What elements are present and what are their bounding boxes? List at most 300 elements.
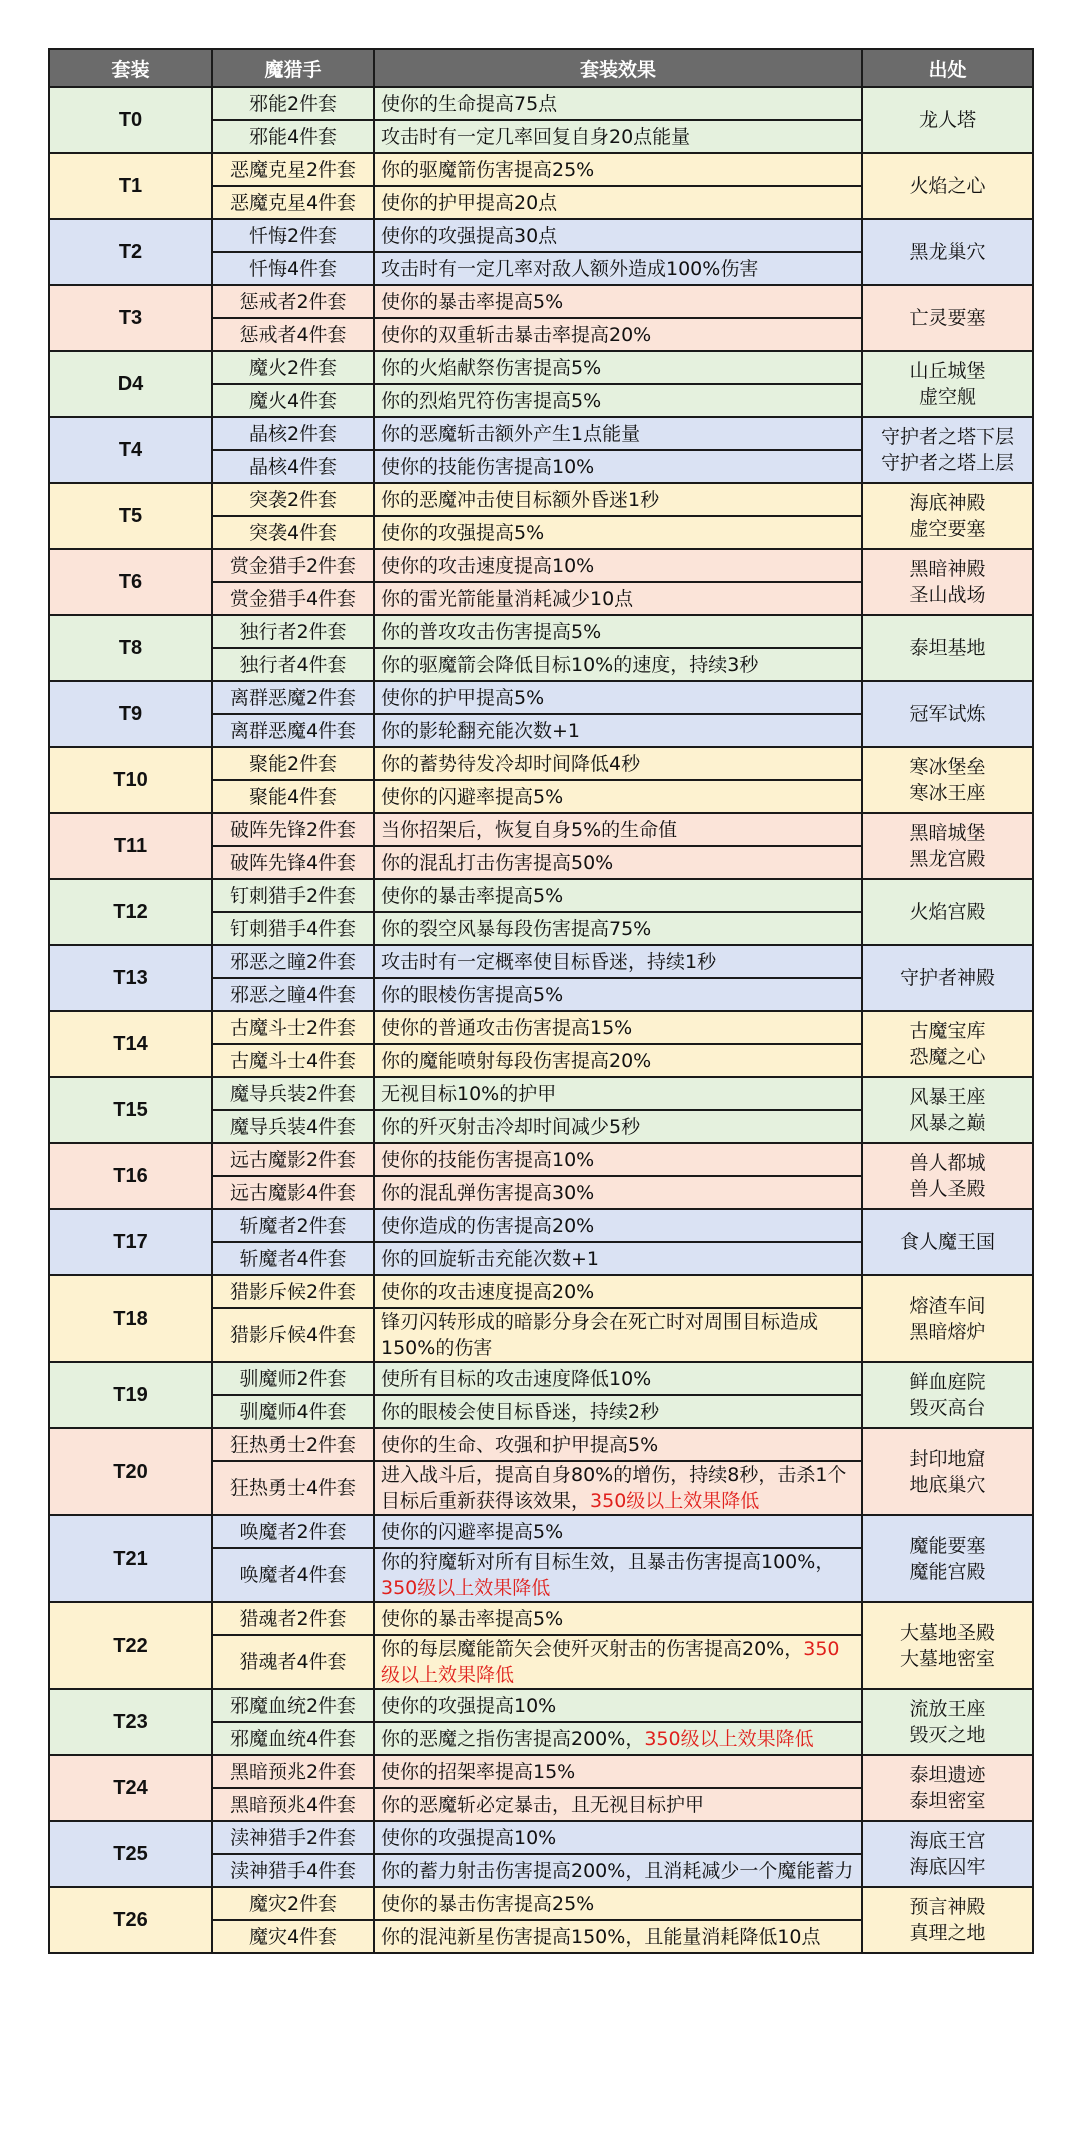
- table-row: [49, 153, 1033, 186]
- effect-text: 你的歼灭射击冷却时间减少5秒: [381, 1115, 641, 1138]
- piece-effect: [374, 1755, 862, 1788]
- piece-effect: [374, 252, 862, 285]
- effect-text: 使你的攻强提高10%: [381, 1694, 557, 1717]
- piece-effect: [374, 879, 862, 912]
- source-location: 寒冰王座: [909, 782, 986, 804]
- effect-text: 锋刃闪转形成的暗影分身会在死亡时对周围目标造成150%的伤害: [381, 1311, 819, 1359]
- source-location: 熔渣车间: [909, 1294, 986, 1317]
- source-location: 冠军试炼: [909, 703, 986, 725]
- set-source: [862, 417, 1033, 483]
- piece-effect: [374, 450, 862, 483]
- set-source: [862, 351, 1033, 417]
- source-location: 预言神殿: [909, 1896, 986, 1918]
- set-tier: T17: [49, 1209, 212, 1275]
- source-location: 流放王座: [909, 1698, 986, 1720]
- piece-effect: [374, 1461, 862, 1515]
- set-source: [862, 1821, 1033, 1887]
- effect-text: 使你的招架率提高15%: [381, 1760, 576, 1783]
- piece-name: 猎魂者2件套: [212, 1602, 374, 1635]
- source-location: 守护者之塔上层: [880, 452, 1014, 474]
- set-source: [862, 549, 1033, 615]
- source-location: 黑暗神殿: [909, 558, 986, 580]
- source-location: 虚空舰: [918, 386, 976, 408]
- piece-effect: [374, 648, 862, 681]
- piece-name: 钉刺猎手4件套: [212, 912, 374, 945]
- piece-name: 斩魔者2件套: [212, 1209, 374, 1242]
- piece-effect: [374, 351, 862, 384]
- table-row: [49, 945, 1033, 978]
- piece-name: 邪能4件套: [212, 120, 374, 153]
- piece-effect: [374, 417, 862, 450]
- effect-text: 使你造成的伤害提高20%: [381, 1214, 595, 1237]
- piece-effect: [374, 1362, 862, 1395]
- piece-name: 聚能4件套: [212, 780, 374, 813]
- header-row: [49, 49, 1033, 87]
- effect-text: 攻击时有一定几率回复自身20点能量: [381, 125, 691, 148]
- set-source: [862, 681, 1033, 747]
- piece-name: 远古魔影4件套: [212, 1176, 374, 1209]
- table-row: [49, 1077, 1033, 1110]
- piece-effect: [374, 153, 862, 186]
- effect-text: 无视目标10%的护甲: [381, 1082, 557, 1105]
- piece-effect: [374, 1635, 862, 1689]
- source-location: 海底神殿: [909, 492, 986, 514]
- piece-name: 赏金猎手2件套: [212, 549, 374, 582]
- effect-text: 使你的暴击率提高5%: [381, 290, 564, 313]
- table-row: [49, 351, 1033, 384]
- effect-text: 你的混乱弹伤害提高30%: [381, 1181, 595, 1204]
- source-location: 亡灵要塞: [909, 307, 986, 329]
- effect-text: 使你的攻强提高30点: [381, 224, 558, 247]
- piece-effect: [374, 186, 862, 219]
- effect-text: 使所有目标的攻击速度降低10%: [381, 1367, 652, 1390]
- source-location: 泰坦遗迹: [909, 1764, 986, 1786]
- piece-effect: [374, 945, 862, 978]
- source-location: 火焰之心: [909, 175, 986, 197]
- set-tier: T16: [49, 1143, 212, 1209]
- piece-effect: [374, 747, 862, 780]
- source-location: 食人魔王国: [899, 1231, 995, 1253]
- set-source: [862, 1428, 1033, 1515]
- piece-effect: [374, 681, 862, 714]
- source-location: 守护者神殿: [899, 967, 995, 989]
- effect-text: 你的每层魔能箭矢会使歼灭射击的伤害提高20%，: [381, 1638, 804, 1660]
- piece-name: 驯魔师4件套: [212, 1395, 374, 1428]
- piece-effect: [374, 1176, 862, 1209]
- set-tier: T26: [49, 1887, 212, 1953]
- piece-effect: [374, 1077, 862, 1110]
- set-source: [862, 615, 1033, 681]
- set-tier: T2: [49, 219, 212, 285]
- set-tier: T12: [49, 879, 212, 945]
- piece-name: 唤魔者2件套: [212, 1515, 374, 1548]
- effect-text: 使你的攻强提高10%: [381, 1826, 557, 1849]
- piece-name: 魔导兵装2件套: [212, 1077, 374, 1110]
- piece-name: 狂热勇士4件套: [212, 1461, 374, 1515]
- source-location: 地底巢穴: [909, 1473, 986, 1496]
- effect-text: 你的眼棱会使目标昏迷，持续2秒: [381, 1400, 660, 1423]
- effect-text: 使你的护甲提高20点: [381, 191, 558, 214]
- effect-text: 你的魔能喷射每段伤害提高20%: [381, 1049, 652, 1072]
- piece-effect: [374, 1275, 862, 1308]
- set-source: [862, 1689, 1033, 1755]
- set-tier: T22: [49, 1602, 212, 1689]
- set-tier: T21: [49, 1515, 212, 1602]
- header-source: 出处: [862, 49, 1033, 87]
- set-source: [862, 1275, 1033, 1362]
- set-tier: T5: [49, 483, 212, 549]
- set-source: [862, 1755, 1033, 1821]
- effect-text: 你的混沌新星伤害提高150%，且能量消耗降低10点: [381, 1925, 821, 1948]
- set-source: [862, 483, 1033, 549]
- set-source: [862, 285, 1033, 351]
- piece-name: 赏金猎手4件套: [212, 582, 374, 615]
- piece-name: 突袭2件套: [212, 483, 374, 516]
- source-location: 鲜血庭院: [909, 1371, 986, 1393]
- piece-effect: [374, 318, 862, 351]
- table-row: [49, 483, 1033, 516]
- effect-text: 使你的双重斩击暴击率提高20%: [381, 323, 652, 346]
- piece-name: 恶魔克星2件套: [212, 153, 374, 186]
- header-hunter: 魔猎手: [212, 49, 374, 87]
- source-location: 封印地窟: [909, 1447, 986, 1470]
- source-location: 风暴王座: [909, 1086, 986, 1108]
- source-location: 古魔宝库: [909, 1020, 986, 1042]
- piece-name: 晶核2件套: [212, 417, 374, 450]
- piece-effect: [374, 1209, 862, 1242]
- piece-name: 独行者2件套: [212, 615, 374, 648]
- piece-name: 古魔斗士2件套: [212, 1011, 374, 1044]
- table-row: [49, 1275, 1033, 1308]
- set-source: [862, 1602, 1033, 1689]
- piece-name: 驯魔师2件套: [212, 1362, 374, 1395]
- piece-name: 离群恶魔2件套: [212, 681, 374, 714]
- effect-text: 当你招架后，恢复自身5%的生命值: [381, 818, 678, 841]
- table-row: [49, 1428, 1033, 1461]
- piece-name: 邪魔血统4件套: [212, 1722, 374, 1755]
- piece-name: 惩戒者4件套: [212, 318, 374, 351]
- source-location: 海底囚牢: [909, 1856, 986, 1878]
- effect-text: 你的混乱打击伤害提高50%: [381, 851, 614, 874]
- table-row: [49, 1821, 1033, 1854]
- effect-text: 你的蓄势待发冷却时间降低4秒: [381, 752, 641, 775]
- effect-text: 使你的技能伤害提高10%: [381, 1148, 595, 1171]
- piece-effect: [374, 1515, 862, 1548]
- piece-name: 渎神猎手4件套: [212, 1854, 374, 1887]
- piece-effect: [374, 1242, 862, 1275]
- source-location: 寒冰堡垒: [909, 756, 986, 778]
- set-tier: T15: [49, 1077, 212, 1143]
- set-tier: T19: [49, 1362, 212, 1428]
- set-tier: T3: [49, 285, 212, 351]
- piece-name: 离群恶魔4件套: [212, 714, 374, 747]
- piece-name: 钉刺猎手2件套: [212, 879, 374, 912]
- set-tier: T23: [49, 1689, 212, 1755]
- effect-text: 使你的闪避率提高5%: [381, 785, 564, 808]
- piece-effect: [374, 516, 862, 549]
- set-tier: T20: [49, 1428, 212, 1515]
- table-row: [49, 1011, 1033, 1044]
- piece-name: 恶魔克星4件套: [212, 186, 374, 219]
- piece-effect: [374, 582, 862, 615]
- set-source: [862, 1515, 1033, 1602]
- piece-effect: [374, 615, 862, 648]
- effect-text: 使你的闪避率提高5%: [381, 1520, 564, 1543]
- piece-name: 惩戒者2件套: [212, 285, 374, 318]
- source-location: 毁灭高台: [909, 1397, 986, 1419]
- effect-text: 你的裂空风暴每段伤害提高75%: [381, 917, 652, 940]
- piece-effect: [374, 1143, 862, 1176]
- set-source: [862, 1077, 1033, 1143]
- piece-effect: [374, 1308, 862, 1362]
- effect-text: 使你的护甲提高5%: [381, 686, 545, 709]
- piece-effect: [374, 1011, 862, 1044]
- set-tier: T4: [49, 417, 212, 483]
- piece-effect: [374, 1044, 862, 1077]
- piece-effect: [374, 549, 862, 582]
- piece-name: 猎影斥候4件套: [212, 1308, 374, 1362]
- effect-warning: 350级以上效果降低: [381, 1577, 551, 1599]
- set-tier: T10: [49, 747, 212, 813]
- set-tier: T24: [49, 1755, 212, 1821]
- piece-effect: [374, 483, 862, 516]
- source-location: 兽人圣殿: [909, 1178, 986, 1200]
- set-source: [862, 1209, 1033, 1275]
- piece-effect: [374, 1689, 862, 1722]
- effect-text: 你的恶魔之指伤害提高200%，: [381, 1727, 645, 1750]
- set-source: [862, 1362, 1033, 1428]
- piece-effect: [374, 285, 862, 318]
- source-location: 毁灭之地: [909, 1724, 986, 1746]
- set-tier: T18: [49, 1275, 212, 1362]
- piece-effect: [374, 1887, 862, 1920]
- piece-name: 邪魔血统2件套: [212, 1689, 374, 1722]
- table-row: [49, 549, 1033, 582]
- table-row: [49, 879, 1033, 912]
- piece-name: 邪恶之瞳2件套: [212, 945, 374, 978]
- table-row: [49, 1689, 1033, 1722]
- table-row: [49, 285, 1033, 318]
- piece-name: 猎影斥候2件套: [212, 1275, 374, 1308]
- piece-name: 黑暗预兆4件套: [212, 1788, 374, 1821]
- piece-effect: [374, 978, 862, 1011]
- set-tier: T8: [49, 615, 212, 681]
- piece-effect: [374, 384, 862, 417]
- table-header: [49, 49, 1033, 87]
- piece-name: 古魔斗士4件套: [212, 1044, 374, 1077]
- effect-text: 你的烈焰咒符伤害提高5%: [381, 389, 602, 412]
- header-effect: 套装效果: [374, 49, 862, 87]
- table-row: [49, 1143, 1033, 1176]
- set-source: [862, 1887, 1033, 1953]
- effect-text: 使你的生命提高75点: [381, 92, 558, 115]
- source-location: 圣山战场: [909, 584, 986, 606]
- source-location: 风暴之巅: [909, 1112, 986, 1134]
- piece-name: 忏悔4件套: [212, 252, 374, 285]
- set-tier: D4: [49, 351, 212, 417]
- header-set: 套装: [49, 49, 212, 87]
- piece-name: 魔火4件套: [212, 384, 374, 417]
- source-location: 守护者之塔下层: [880, 426, 1014, 448]
- piece-name: 聚能2件套: [212, 747, 374, 780]
- table-row: [49, 681, 1033, 714]
- piece-name: 黑暗预兆2件套: [212, 1755, 374, 1788]
- source-location: 虚空要塞: [909, 518, 986, 540]
- piece-name: 斩魔者4件套: [212, 1242, 374, 1275]
- source-location: 黑龙巢穴: [909, 241, 986, 263]
- piece-effect: [374, 1821, 862, 1854]
- effect-text: 你的火焰献祭伤害提高5%: [381, 356, 602, 379]
- piece-name: 魔灾4件套: [212, 1920, 374, 1953]
- source-location: 山丘城堡: [909, 360, 986, 382]
- effect-text: 使你的攻击速度提高10%: [381, 554, 595, 577]
- piece-name: 破阵先锋4件套: [212, 846, 374, 879]
- table-row: [49, 813, 1033, 846]
- table-body: [49, 87, 1033, 1953]
- table-row: [49, 87, 1033, 120]
- effect-text: 你的雷光箭能量消耗减少10点: [381, 587, 634, 610]
- table-row: [49, 1755, 1033, 1788]
- set-tier: T1: [49, 153, 212, 219]
- effect-text: 使你的暴击率提高5%: [381, 884, 564, 907]
- effect-text: 使你的技能伤害提高10%: [381, 455, 595, 478]
- set-tier: T25: [49, 1821, 212, 1887]
- table-row: [49, 417, 1033, 450]
- effect-text: 使你的普通攻击伤害提高15%: [381, 1016, 633, 1039]
- effect-text: 你的眼棱伤害提高5%: [381, 983, 564, 1006]
- set-tier: T0: [49, 87, 212, 153]
- effect-text: 使你的生命、攻强和护甲提高5%: [381, 1433, 659, 1456]
- set-source: [862, 87, 1033, 153]
- piece-effect: [374, 1428, 862, 1461]
- source-location: 黑暗熔炉: [909, 1320, 986, 1343]
- set-source: [862, 1143, 1033, 1209]
- piece-effect: [374, 846, 862, 879]
- set-tier: T13: [49, 945, 212, 1011]
- set-source: [862, 1011, 1033, 1077]
- piece-effect: [374, 1722, 862, 1755]
- piece-name: 突袭4件套: [212, 516, 374, 549]
- piece-name: 独行者4件套: [212, 648, 374, 681]
- set-tier: T14: [49, 1011, 212, 1077]
- effect-text: 你的驱魔箭会降低目标10%的速度，持续3秒: [381, 653, 759, 676]
- effect-text: 你的恶魔冲击使目标额外昏迷1秒: [381, 488, 660, 511]
- piece-effect: [374, 219, 862, 252]
- piece-name: 邪恶之瞳4件套: [212, 978, 374, 1011]
- piece-effect: [374, 1110, 862, 1143]
- effect-text: 你的蓄力射击伤害提高200%，且消耗减少一个魔能蓄力: [381, 1859, 854, 1882]
- piece-name: 魔导兵装4件套: [212, 1110, 374, 1143]
- source-location: 魔能宫殿: [909, 1560, 986, 1583]
- piece-effect: [374, 780, 862, 813]
- effect-text: 你的回旋斩击充能次数+1: [381, 1247, 600, 1270]
- set-source: [862, 219, 1033, 285]
- piece-name: 破阵先锋2件套: [212, 813, 374, 846]
- effect-text: 你的驱魔箭伤害提高25%: [381, 158, 595, 181]
- piece-name: 邪能2件套: [212, 87, 374, 120]
- source-location: 大墓地密室: [899, 1647, 995, 1670]
- set-bonus-table: [48, 48, 1034, 1954]
- piece-name: 忏悔2件套: [212, 219, 374, 252]
- piece-name: 渎神猎手2件套: [212, 1821, 374, 1854]
- effect-text: 你的影轮翻充能次数+1: [381, 719, 581, 742]
- effect-text: 攻击时有一定几率对敌人额外造成100%伤害: [381, 257, 759, 280]
- effect-text: 你的恶魔斩击额外产生1点能量: [381, 422, 641, 445]
- effect-text: 使你的暴击伤害提高25%: [381, 1892, 595, 1915]
- source-location: 泰坦密室: [909, 1790, 986, 1812]
- source-location: 黑龙宫殿: [909, 848, 986, 870]
- source-location: 泰坦基地: [909, 637, 986, 659]
- source-location: 海底王宫: [909, 1830, 986, 1852]
- effect-text: 你的普攻攻击伤害提高5%: [381, 620, 602, 643]
- source-location: 兽人都城: [909, 1152, 986, 1174]
- piece-effect: [374, 912, 862, 945]
- piece-name: 唤魔者4件套: [212, 1548, 374, 1602]
- table-row: [49, 1515, 1033, 1548]
- table-row: [49, 219, 1033, 252]
- piece-effect: [374, 120, 862, 153]
- piece-effect: [374, 1602, 862, 1635]
- piece-effect: [374, 714, 862, 747]
- effect-text: 使你的攻强提高5%: [381, 521, 545, 544]
- piece-effect: [374, 87, 862, 120]
- piece-effect: [374, 813, 862, 846]
- source-location: 魔能要塞: [909, 1534, 986, 1557]
- source-location: 真理之地: [909, 1922, 986, 1944]
- set-tier: T11: [49, 813, 212, 879]
- piece-effect: [374, 1395, 862, 1428]
- piece-effect: [374, 1920, 862, 1953]
- effect-warning: 350级以上效果降低: [381, 1638, 840, 1686]
- effect-warning: 350级以上效果降低: [590, 1490, 760, 1512]
- table-row: [49, 615, 1033, 648]
- piece-name: 魔灾2件套: [212, 1887, 374, 1920]
- effect-text: 使你的攻击速度提高20%: [381, 1280, 595, 1303]
- piece-effect: [374, 1854, 862, 1887]
- piece-name: 狂热勇士2件套: [212, 1428, 374, 1461]
- piece-effect: [374, 1788, 862, 1821]
- effect-text: 你的狩魔斩对所有目标生效，且暴击伤害提高100%，: [381, 1551, 835, 1573]
- effect-text: 进入战斗后，提高自身80%的增伤，持续8秒，击杀1个目标后重新获得该效果，: [381, 1464, 847, 1512]
- effect-text: 攻击时有一定概率使目标昏迷，持续1秒: [381, 950, 717, 973]
- set-source: [862, 813, 1033, 879]
- table-row: [49, 1887, 1033, 1920]
- table-row: [49, 1602, 1033, 1635]
- effect-warning: 350级以上效果降低: [644, 1727, 814, 1750]
- source-location: 恐魔之心: [909, 1046, 986, 1068]
- table-row: [49, 1362, 1033, 1395]
- effect-text: 你的恶魔斩必定暴击，且无视目标护甲: [381, 1793, 705, 1816]
- set-tier: T9: [49, 681, 212, 747]
- table-row: [49, 747, 1033, 780]
- set-tier: T6: [49, 549, 212, 615]
- piece-name: 魔火2件套: [212, 351, 374, 384]
- set-source: [862, 945, 1033, 1011]
- piece-name: 猎魂者4件套: [212, 1635, 374, 1689]
- source-location: 火焰宫殿: [909, 901, 986, 923]
- set-source: [862, 879, 1033, 945]
- set-source: [862, 747, 1033, 813]
- source-location: 大墓地圣殿: [899, 1621, 995, 1644]
- source-location: 黑暗城堡: [909, 822, 986, 844]
- effect-text: 使你的暴击率提高5%: [381, 1607, 564, 1630]
- piece-name: 远古魔影2件套: [212, 1143, 374, 1176]
- source-location: 龙人塔: [918, 109, 976, 131]
- table-row: [49, 1209, 1033, 1242]
- piece-effect: [374, 1548, 862, 1602]
- piece-name: 晶核4件套: [212, 450, 374, 483]
- set-source: [862, 153, 1033, 219]
